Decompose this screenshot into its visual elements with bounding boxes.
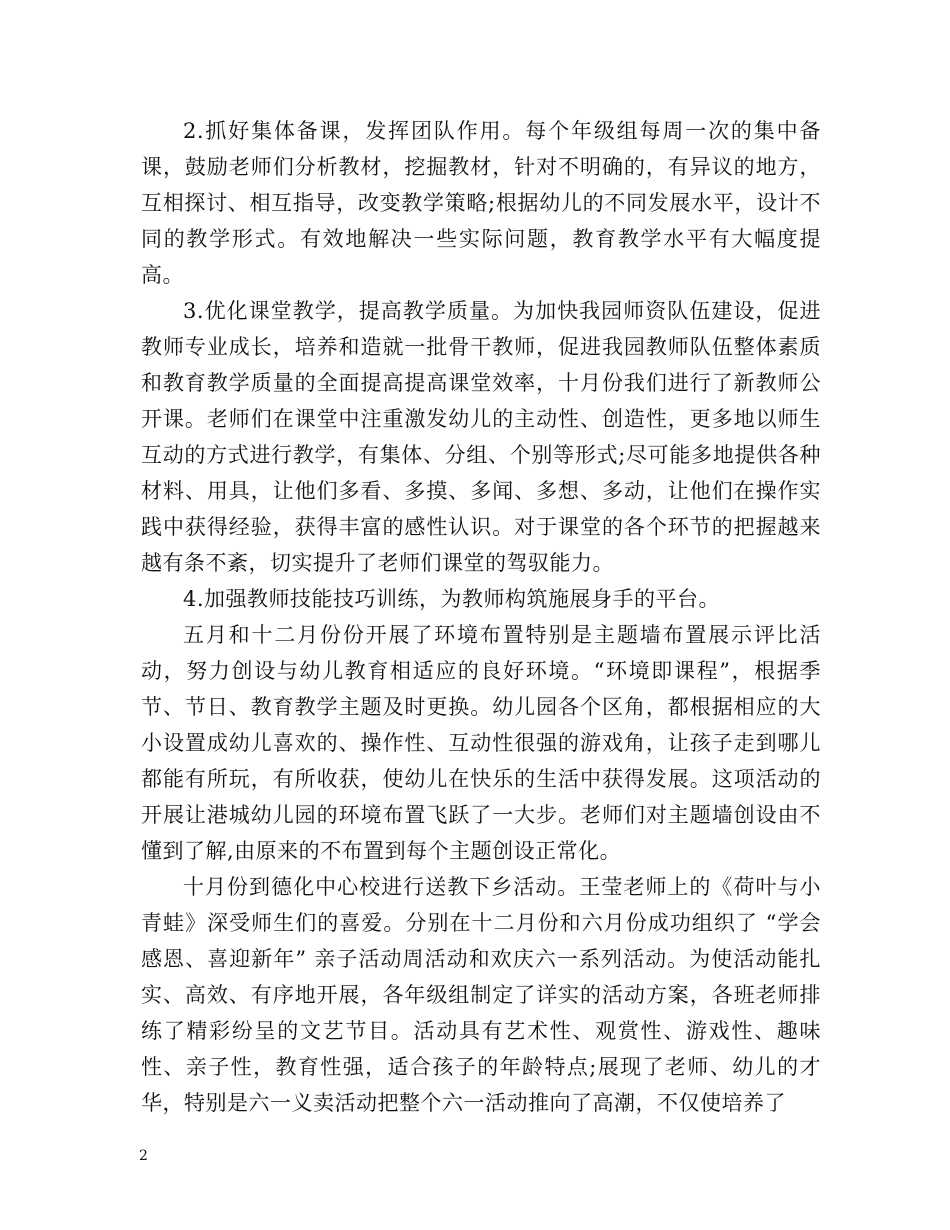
document-body [141,113,821,1121]
paragraph-collective-lesson-prep: 2.抓好集体备课，发挥团队作用。每个年级组每周一次的集中备课，鼓励老师们分析教材，挖掘教材，针对不明确的，有异议的地方，互相探讨、相互指导，改变教学策略;根据幼儿的不同发展水平，设计不同的教学形式。有效地解决一些实际问题，教育教学水平有大幅度提高。 [141,119,821,287]
paragraph-teacher-skills: 4.加强教师技能技巧训练，为教师构筑施展身手的平台。 [183,587,721,611]
paragraph-environment-layout: 五月和十二月份份开展了环境布置特别是主题墙布置展示评比活动，努力创设与幼儿教育相适应的良好环境。“环境即课程”，根据季节、节日、教育教学主题及时更换。幼儿园各个区角，都根据相应的大小设置成幼儿喜欢的、操作性、互动性很强的游戏角，让孩子走到哪儿都能有所玩，有所收获，使幼儿在快乐的生活中获得发展。这项活动的开展让港城幼儿园的环境布置飞跃了一大步。老师们对主题墙创设由不懂到了解,由原来的不布置到每个主题创设正常化。 [141,623,821,863]
paragraph-outreach-activities: 十月份到德化中心校进行送教下乡活动。王莹老师上的《荷叶与小青蛙》深受师生们的喜爱。分别在十二月份和六月份成功组织了 “学会感恩、喜迎新年” 亲子活动周活动和欢庆六一系列活动。为使活动能扎实、高效、有序地开展，各年级组制定了详实的活动方案，各班老师排练了精彩纷呈的文艺节目。活动具有艺术性、观赏性、游戏性、趣味性、亲子性，教育性强，适合孩子的年龄特点;展现了老师、幼儿的才华，特别是六一义卖活动把整个六一活动推向了高潮，不仅使培养了 [141,875,821,1115]
paragraph-classroom-teaching: 3.优化课堂教学，提高教学质量。为加快我园师资队伍建设，促进教师专业成长，培养和造就一批骨干教师，促进我园教师队伍整体素质和教育教学质量的全面提高提高课堂效率，十月份我们进行了新教师公开课。老师们在课堂中注重激发幼儿的主动性、创造性，更多地以师生互动的方式进行教学，有集体、分组、个别等形式;尽可能多地提供各种材料、用具，让他们多看、多摸、多闻、多想、多动，让他们在操作实践中获得经验，获得丰富的感性认识。对于课堂的各个环节的把握越来越有条不紊，切实提升了老师们课堂的驾驭能力。 [141,299,821,575]
page-number: 2 [139,1148,148,1164]
